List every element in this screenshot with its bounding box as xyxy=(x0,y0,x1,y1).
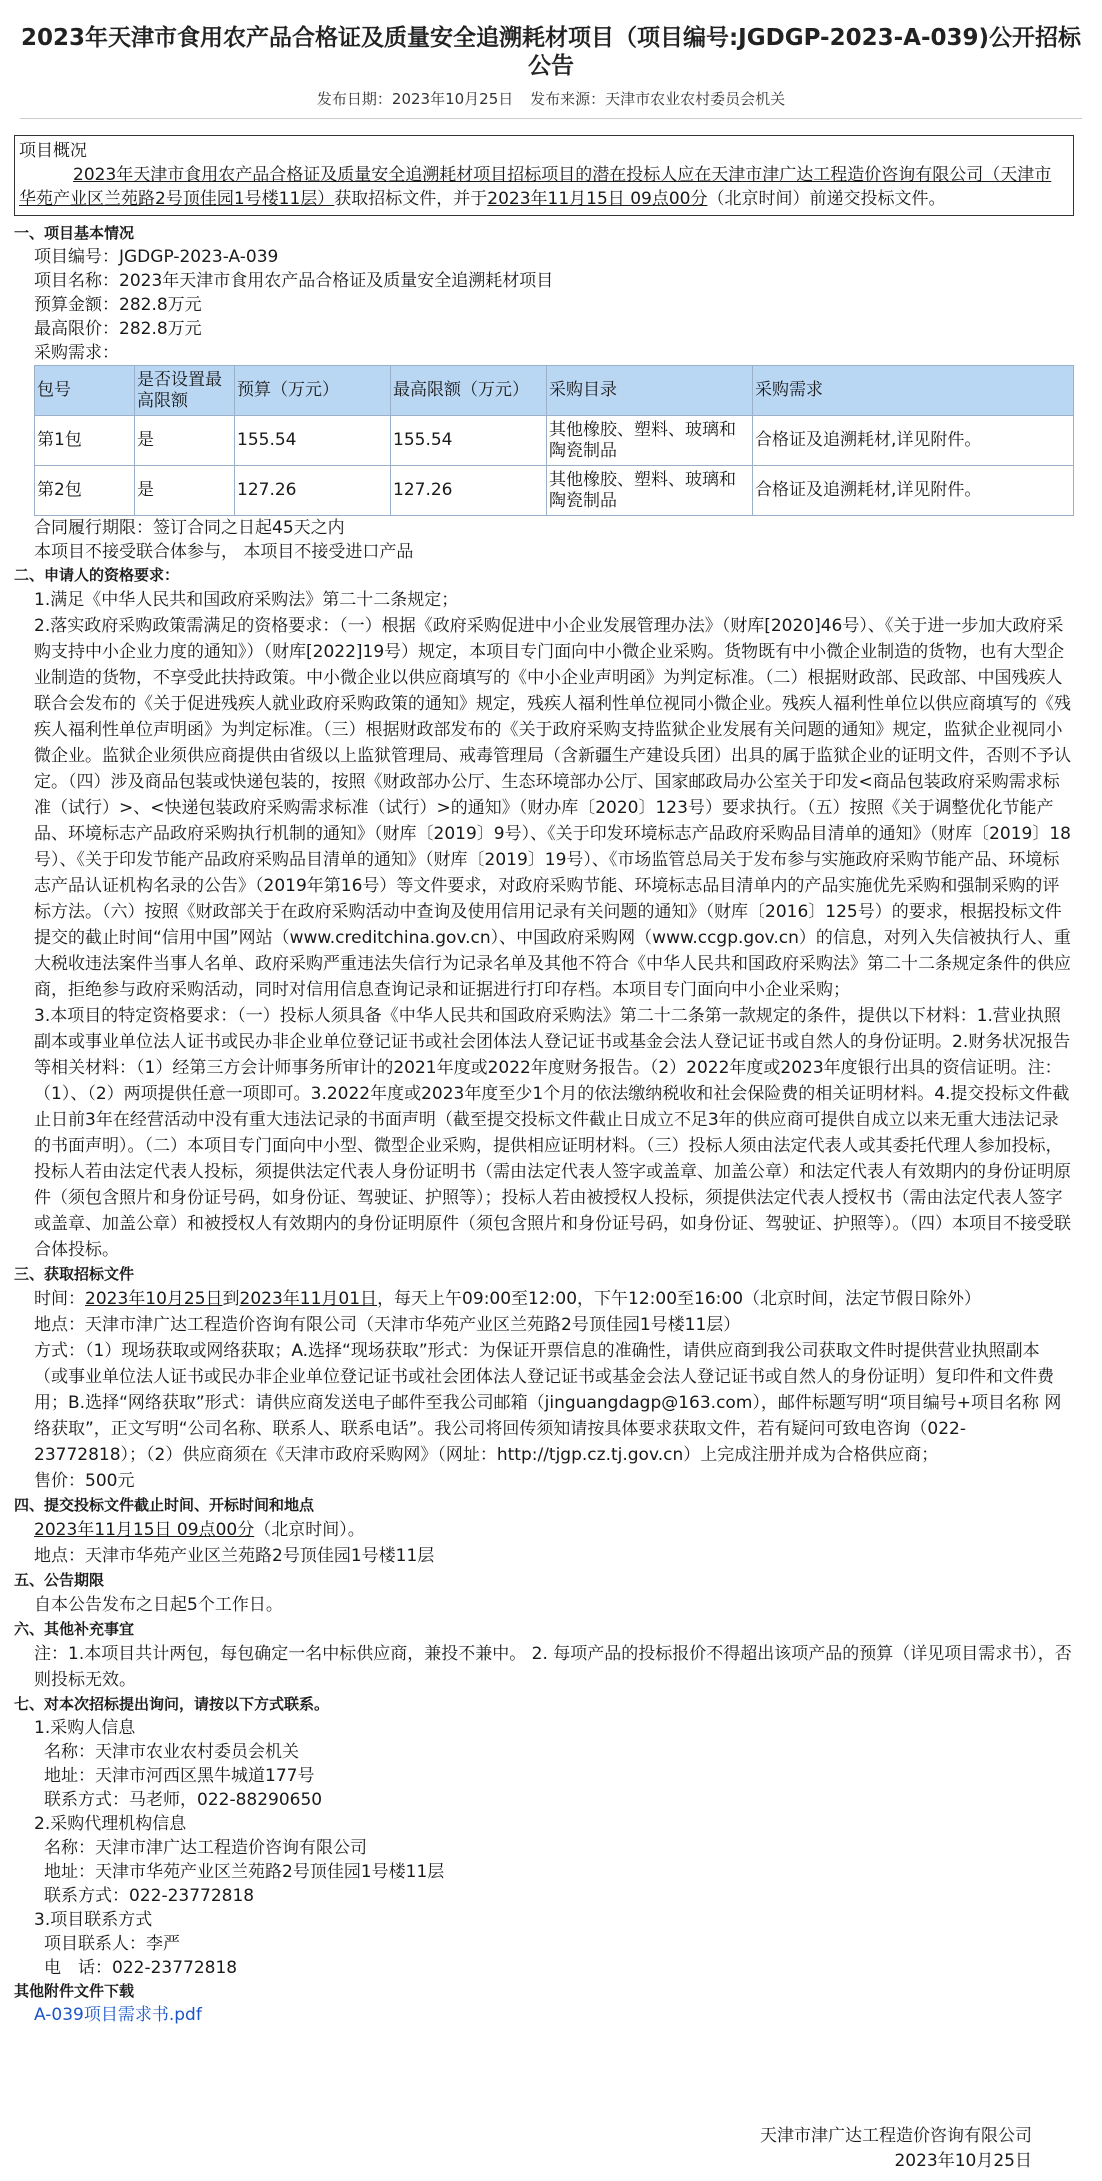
page-title: 2023年天津市食用农产品合格证及质量安全追溯耗材项目（项目编号:JGDGP-2023-A-039)公开招标公告 xyxy=(20,25,1082,79)
table-cell: 是 xyxy=(135,416,235,466)
publish-source: 发布来源：天津市农业农村委员会机关 xyxy=(530,90,786,108)
contract-period: 合同履行期限：签订合同之日起45天之内 xyxy=(34,518,345,538)
overview-body xyxy=(19,163,1063,211)
table-header-cell: 最高限额（万元） xyxy=(391,366,547,416)
overview-deadline: 2023年11月15日 09点00分 xyxy=(487,189,708,209)
table-header-cell: 是否设置最高限额 xyxy=(135,366,235,416)
table-header-cell: 采购需求 xyxy=(753,366,1074,416)
obtain-time-label: 时间： xyxy=(34,1289,85,1309)
package-table xyxy=(34,365,1074,516)
table-header-cell: 包号 xyxy=(35,366,135,416)
budget-amount: 预算金额：282.8万元 xyxy=(34,295,202,315)
obtain-method: 方式：（1）现场获取或网络获取；A.选择“现场获取”形式：为保证开票信息的准确性，请供应商到我公司获取文件时提供营业执照副本（或事业单位法人证书或民办非企业单位登记证书或社会团体法人登记证书或基金会法人登记证书或自然人的身份证明）复印件和文件费用；B.选择“网络获取”形式：请供应商发送电子邮件至我公司邮箱（jinguangdagp@163.com），邮件标题写明“项目编号+项目名称 网络获取”，正文写明“公司名称、联系人、联系电话”。我公司将回传须知请按具体要求获取文件，若有疑问可致电咨询（022-23772818）；（2）供应商须在《天津市政府采购网》（网址：http://tjgp.cz.tj.gov.cn）上完成注册并成为合格供应商； xyxy=(34,1341,1062,1465)
project-contact-person: 项目联系人：李严 xyxy=(44,1934,180,1954)
section-3-heading: 三、获取招标文件 xyxy=(14,1265,135,1283)
obtain-end-date: 2023年11月01日 xyxy=(239,1289,378,1309)
table-header-row xyxy=(35,366,1074,416)
title-divider xyxy=(20,118,1082,119)
obtain-place: 地点：天津市津广达工程造价咨询有限公司（天津市华苑产业区兰苑路2号顶佳园1号楼11层） xyxy=(34,1315,741,1335)
table-cell: 合格证及追溯耗材,详见附件。 xyxy=(753,416,1074,466)
qualification-item-2: 2.落实政府采购政策需满足的资格要求：（一）根据《政府采购促进中小企业发展管理办法》（财库[2020]46号）、《关于进一步加大政府采购支持中小企业力度的通知》）（财库[2022]19号）规定，本项目专门面向中小微企业采购。货物既有中小微企业制造的货物，也有大型企业制造的货物，不享受此扶持政策。中小微企业以供应商填写的《中小企业声明函》为判定标准。（二）根据财政部、民政部、中国残疾人联合会发布的《关于促进残疾人就业政府采购政策的通知》规定，残疾人福利性单位视同小微企业。残疾人福利性单位以供应商填写的《残疾人福利性单位声明函》为判定标准。（三）根据财政部发布的《关于政府采购支持监狱企业发展有关问题的通知》规定，监狱企业视同小微企业。监狱企业须供应商提供由省级以上监狱管理局、戒毒管理局（含新疆生产建设兵团）出具的属于监狱企业的证明文件，否则不予认定。（四）涉及商品包装或快递包装的，按照《财政部办公厅、生态环境部办公厅、国家邮政局办公室关于印发<商品包装政府采购需求标准（试行）>、<快递包装政府采购需求标准（试行）>的通知》（财办库〔2020〕123号）要求执行。（五）按照《关于调整优化节能产品、环境标志产品政府采购执行机制的通知》（财库〔2019〕9号）、《关于印发环境标志产品政府采购品目清单的通知》（财库〔2019〕18号）、《关于印发节能产品政府采购品目清单的通知》（财库〔2019〕19号）、《市场监管总局关于发布参与实施政府采购节能产品、环境标志产品认证机构名录的公告》（2019年第16号）等文件要求，对政府采购节能、环境标志品目清单内的产品实施优先采购和强制采购的评标方法。（六）按照《财政部关于在政府采购活动中查询及使用信用记录有关问题的通知》（财库〔2016〕125号）的要求，根据投标文件提交的截止时间“信用中国”网站（www.creditchina.gov.cn）、中国政府采购网（www.ccgp.gov.cn）的信息，对列入失信被执行人、重大税收违法案件当事人名单、政府采购严重违法失信行为记录名单及其他不符合《中华人民共和国政府采购法》第二十二条规定条件的供应商，拒绝参与政府采购活动，同时对信用信息查询记录和证据进行打印存档。本项目专门面向中小企业采购； xyxy=(34,616,1071,1000)
table-cell: 155.54 xyxy=(235,416,391,466)
table-row xyxy=(35,416,1074,466)
overview-text: 获取招标文件，并于 xyxy=(334,189,488,209)
publish-date: 发布日期：2023年10月25日 xyxy=(316,90,514,108)
table-cell: 127.26 xyxy=(391,466,547,516)
overview-box xyxy=(14,135,1074,216)
obtain-time xyxy=(34,1286,1072,1312)
obtain-start-date: 2023年10月25日 xyxy=(85,1289,223,1309)
deadline-place: 地点：天津市华苑产业区兰苑路2号顶佳园1号楼11层 xyxy=(34,1546,435,1566)
obtain-hours: ，每天上午09:00至12:00，下午12:00至16:00（北京时间，法定节假日除外） xyxy=(377,1289,982,1309)
purchaser-contact: 联系方式：马老师，022-88290650 xyxy=(44,1790,323,1810)
section-6-heading: 六、其他补充事宜 xyxy=(14,1620,135,1638)
table-cell: 155.54 xyxy=(391,416,547,466)
table-header-cell: 采购目录 xyxy=(547,366,753,416)
section-4-heading: 四、提交投标文件截止时间、开标时间和地点 xyxy=(14,1496,315,1514)
section-2-heading: 二、申请人的资格要求： xyxy=(14,566,180,584)
deadline-date: 2023年11月15日 09点00分 xyxy=(34,1520,255,1540)
project-contact-phone: 电 话：022-23772818 xyxy=(44,1958,238,1978)
purchaser-name: 名称：天津市农业农村委员会机关 xyxy=(44,1742,299,1762)
table-cell: 127.26 xyxy=(235,466,391,516)
obtain-time-to: 到 xyxy=(222,1289,240,1309)
table-cell: 是 xyxy=(135,466,235,516)
signature-org: 天津市津广达工程造价咨询有限公司 xyxy=(760,2126,1032,2146)
agency-address: 地址：天津市华苑产业区兰苑路2号顶佳园1号楼11层 xyxy=(44,1862,445,1882)
deadline-tz: （北京时间）。 xyxy=(254,1520,365,1540)
section-7-heading: 七、对本次招标提出询问，请按以下方式联系。 xyxy=(14,1695,330,1713)
attachments-heading: 其他附件文件下载 xyxy=(14,1982,135,2000)
section-5-heading: 五、公告期限 xyxy=(14,1571,105,1589)
agency-name: 名称：天津市津广达工程造价咨询有限公司 xyxy=(44,1838,367,1858)
publish-meta xyxy=(0,88,1102,109)
attachment-link[interactable]: A-039项目需求书.pdf xyxy=(34,2005,202,2025)
table-cell: 第2包 xyxy=(35,466,135,516)
table-cell: 其他橡胶、塑料、玻璃和陶瓷制品 xyxy=(547,416,753,466)
agency-contact: 联系方式：022-23772818 xyxy=(44,1886,255,1906)
qualification-item-1: 1.满足《中华人民共和国政府采购法》第二十二条规定； xyxy=(34,590,459,610)
overview-tail: （北京时间）前递交投标文件。 xyxy=(707,189,946,209)
table-row xyxy=(35,466,1074,516)
document-price: 售价：500元 xyxy=(34,1471,135,1491)
overview-lead: 2023年天津市食用农产品合格证及质量安全追溯耗材项目招标项目的潜在投标人应在天津市津广达工程造价咨询有限公司（天津市华苑产业区兰苑路2号顶佳园1号楼11层） xyxy=(19,165,1052,209)
deadline-time xyxy=(34,1517,1072,1543)
table-cell: 合格证及追溯耗材,详见附件。 xyxy=(753,466,1074,516)
purchaser-title: 1.采购人信息 xyxy=(34,1718,136,1738)
table-cell: 其他橡胶、塑料、玻璃和陶瓷制品 xyxy=(547,466,753,516)
purchaser-address: 地址：天津市河西区黑牛城道177号 xyxy=(44,1766,315,1786)
overview-heading: 项目概况 xyxy=(19,141,87,161)
announcement-period: 自本公告发布之日起5个工作日。 xyxy=(34,1595,283,1615)
qualification-item-3: 3.本项目的特定资格要求：（一）投标人须具备《中华人民共和国政府采购法》第二十二条第一款规定的条件，提供以下材料：1.营业执照副本或事业单位法人证书或民办非企业单位登记证书或社会团体法人登记证书或基金会法人登记证书或自然人的身份证明。2.财务状况报告等相关材料：（1）经第三方会计师事务所审计的2021年度或2022年度财务报告。（2）2022年度或2023年度银行出具的资信证明。注：（1）、（2）两项提供任意一项即可。3.2022年度或2023年度至少1个月的依法缴纳税收和社会保险费的相关证明材料。4.提交投标文件截止日前3年在经营活动中没有重大违法记录的书面声明（截至提交投标文件截止日成立不足3年的供应商可提供自成立以来无重大违法记录的书面声明）。（二）本项目专门面向中小型、微型企业采购，提供相应证明材料。（三）投标人须由法定代表人或其委托代理人参加投标，投标人若由法定代表人投标，须提供法定代表人身份证明书（需由法定代表人签字或盖章、加盖公章）和法定代表人有效期内的身份证明原件（须包含照片和身份证号码，如身份证、驾驶证、护照等）；投标人若由被授权人投标，须提供法定代表人授权书（需由法定代表人签字或盖章、加盖公章）和被授权人有效期内的身份证明原件（须包含照片和身份证号码，如身份证、驾驶证、护照等）。（四）本项目不接受联合体投标。 xyxy=(34,1006,1071,1260)
project-contact-title: 3.项目联系方式 xyxy=(34,1910,153,1930)
demand-label: 采购需求： xyxy=(34,343,119,363)
table-cell: 第1包 xyxy=(35,416,135,466)
signature-date: 2023年10月25日 xyxy=(894,2151,1032,2171)
table-header-cell: 预算（万元） xyxy=(235,366,391,416)
no-consortium-note: 本项目不接受联合体参与， 本项目不接受进口产品 xyxy=(34,542,414,562)
project-number: 项目编号：JGDGP-2023-A-039 xyxy=(34,247,279,267)
supplementary-note: 注：1.本项目共计两包，每包确定一名中标供应商，兼投不兼中。 2. 每项产品的投标报价不得超出该项产品的预算（详见项目需求书），否则投标无效。 xyxy=(34,1644,1072,1690)
agency-title: 2.采购代理机构信息 xyxy=(34,1814,187,1834)
section-1-heading: 一、项目基本情况 xyxy=(14,224,135,242)
max-price: 最高限价：282.8万元 xyxy=(34,319,202,339)
project-name: 项目名称：2023年天津市食用农产品合格证及质量安全追溯耗材项目 xyxy=(34,271,554,291)
